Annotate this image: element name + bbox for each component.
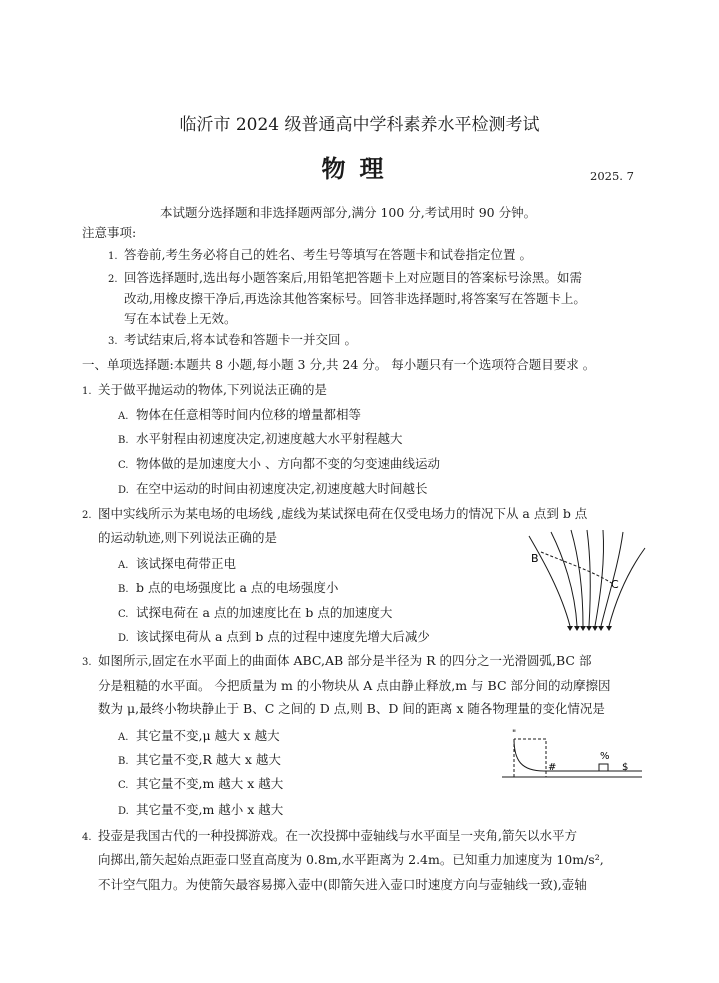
question-2-stem: 2. 图中实线所示为某电场的电场线 ,虚线为某试探电荷在仅受电场力的情况下从 a 点到 b 点 [82,506,588,521]
arrow-head [580,626,586,631]
arrow-head [574,626,580,631]
point-b-label: # [548,762,557,773]
q1-option-b: B. 水平射程由初速度决定,初速度越大水平射程越大 [118,431,403,446]
note-line: 写在本试卷上无效。 [124,311,237,326]
exam-date: 2025. 7 [590,169,634,183]
note-line: 改动,用橡皮擦干净后,再选涂其他答案标号。回答非选择题时,将答案写在答题卡上。 [124,291,586,306]
q2-option-b: B. b 点的电场强度比 a 点的电场强度小 [118,580,339,595]
point-c-label: C [611,578,619,591]
point-a-label: " [512,729,517,739]
arrow-head [567,626,573,631]
intro-text: 本试题分选择题和非选择题两部分,满分 100 分,考试用时 90 分钟。 [160,205,537,220]
question-4-stem: 4. 投壶是我国古代的一种投掷游戏。在一次投掷中壶轴线与水平面呈一夹角,箭矢以水平方 [82,828,577,843]
question-2-stem-cont: 的运动轨迹,则下列说法正确的是 [98,530,277,545]
question-4-stem-cont: 不计空气阻力。为使箭矢最容易掷入壶中(即箭矢进入壶口时速度方向与壶轴线一致),壶轴 [98,877,587,892]
q3-option-b: B. 其它量不变,R 越大 x 越大 [118,752,281,767]
q1-option-c: C. 物体做的是加速度大小 、方向都不变的匀变速曲线运动 [118,456,440,471]
note-item: 3. 考试结束后,将本试卷和答题卡一并交回 。 [108,332,357,347]
notes-heading: 注意事项: [82,225,137,240]
q3-option-c: C. 其它量不变,m 越大 x 越大 [118,776,284,791]
field-line [529,536,570,626]
question-4-stem-cont: 向掷出,箭矢起始点距壶口竖直高度为 0.8m,水平距离为 2.4m。已知重力加速度为 10m/s², [98,852,604,867]
electric-field-figure [525,530,650,632]
point-d-label: % [600,751,610,762]
small-block [599,764,608,771]
point-c-label: $ [622,762,629,773]
question-3-stem-cont: 数为 μ,最终小物块静止于 B、C 之间的 D 点,则 B、D 间的距离 x 随各物理量的变化情况是 [98,701,605,716]
q3-option-d: D. 其它量不变,m 越小 x 越大 [118,802,284,817]
arrow-head [592,626,598,631]
curved-block-figure [500,727,645,783]
note-item: 2. 回答选择题时,选出每小题答案后,用铅笔把答题卡上对应题目的答案标号涂黑。如需 [108,270,582,285]
arrow-head [606,626,612,631]
field-line [587,530,590,626]
q1-option-a: A. 物体在任意相等时间内位移的增量都相等 [118,407,362,422]
section-heading: 一、单项选择题:本题共 8 小题,每小题 3 分,共 24 分。 每小题只有一个选项符合题目要求 。 [82,357,596,372]
q2-option-d: D. 该试探电荷从 a 点到 b 点的过程中速度先增大后减少 [118,629,430,644]
q2-option-c: C. 试探电荷在 a 点的加速度比在 b 点的加速度大 [118,605,393,620]
question-1-stem: 1. 关于做平抛运动的物体,下列说法正确的是 [82,382,327,397]
arrow-head [586,626,592,631]
note-item: 1. 答卷前,考生务必将自己的姓名、考生号等填写在答题卡和试卷指定位置 。 [108,247,532,262]
q2-option-a: A. 该试探电荷带正电 [118,556,237,571]
exam-title: 临沂市 2024 级普通高中学科素养水平检测考试 [179,115,540,135]
field-line [571,530,583,626]
point-b-label: B [531,552,539,565]
question-3-stem: 3. 如图所示,固定在水平面上的曲面体 ABC,AB 部分是半径为 R 的四分之一光滑圆弧,BC 部 [82,653,592,668]
q3-option-a: A. 其它量不变,μ 越大 x 越大 [118,728,280,743]
arrow-head [598,626,604,631]
question-3-stem-cont: 分是粗糙的水平面。 今把质量为 m 的小物块从 A 点由静止释放,m 与 BC 部分间的动摩擦因 [98,678,611,693]
q1-option-d: D. 在空中运动的时间由初速度决定,初速度越大时间越长 [118,481,428,496]
field-line [551,532,577,626]
subject-title: 物理 [321,154,398,183]
